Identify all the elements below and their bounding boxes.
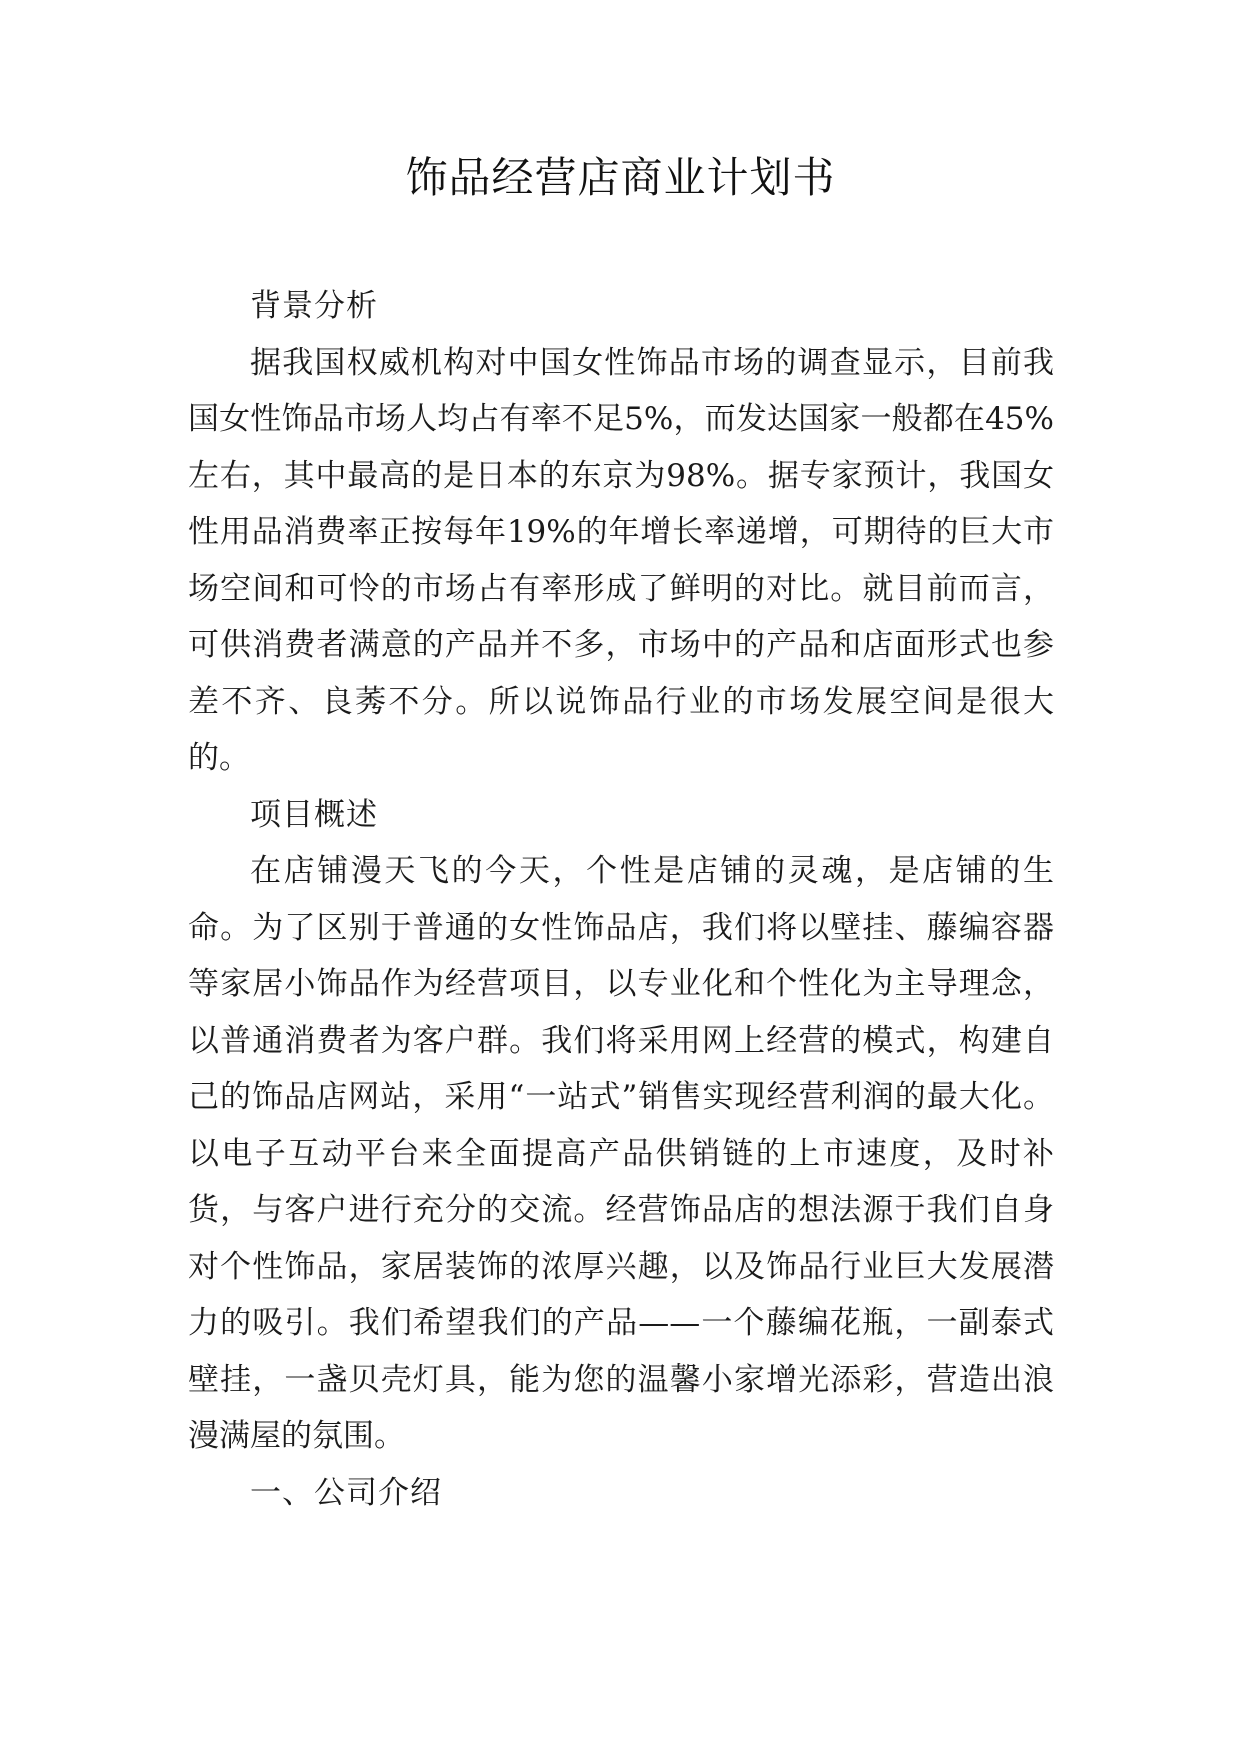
- section-heading-overview: 项目概述: [250, 796, 378, 833]
- document-body: [188, 278, 1054, 1521]
- section-heading-company: 一、公司介绍: [250, 1474, 442, 1511]
- paragraph-background: 据我国权威机构对中国女性饰品市场的调查显示，目前我国女性饰品市场人均占有率不足5%，而发达国家一般都在45%左右，其中最高的是日本的东京为98%。据专家预计，我国女性用品消费率正按每年19%的年增长率递增，可期待的巨大市场空间和可怜的市场占有率形成了鲜明的对比。就目前而言，可供消费者满意的产品并不多，市场中的产品和店面形式也参差不齐、良莠不分。所以说饰品行业的市场发展空间是很大的。: [188, 344, 1054, 776]
- document-title: 饰品经营店商业计划书: [405, 153, 836, 202]
- paragraph-overview: 在店铺漫天飞的今天，个性是店铺的灵魂，是店铺的生命。为了区别于普通的女性饰品店，我们将以壁挂、藤编容器等家居小饰品作为经营项目，以专业化和个性化为主导理念，以普通消费者为客户群。我们将采用网上经营的模式，构建自己的饰品店网站，采用“一站式”销售实现经营利润的最大化。以电子互动平台来全面提高产品供销链的上市速度，及时补货，与客户进行充分的交流。经营饰品店的想法源于我们自身对个性饰品，家居装饰的浓厚兴趣，以及饰品行业巨大发展潜力的吸引。我们希望我们的产品——一个藤编花瓶，一副泰式壁挂，一盏贝壳灯具，能为您的温馨小家增光添彩，营造出浪漫满屋的氛围。: [188, 853, 1054, 1454]
- section-heading-background: 背景分析: [250, 288, 378, 324]
